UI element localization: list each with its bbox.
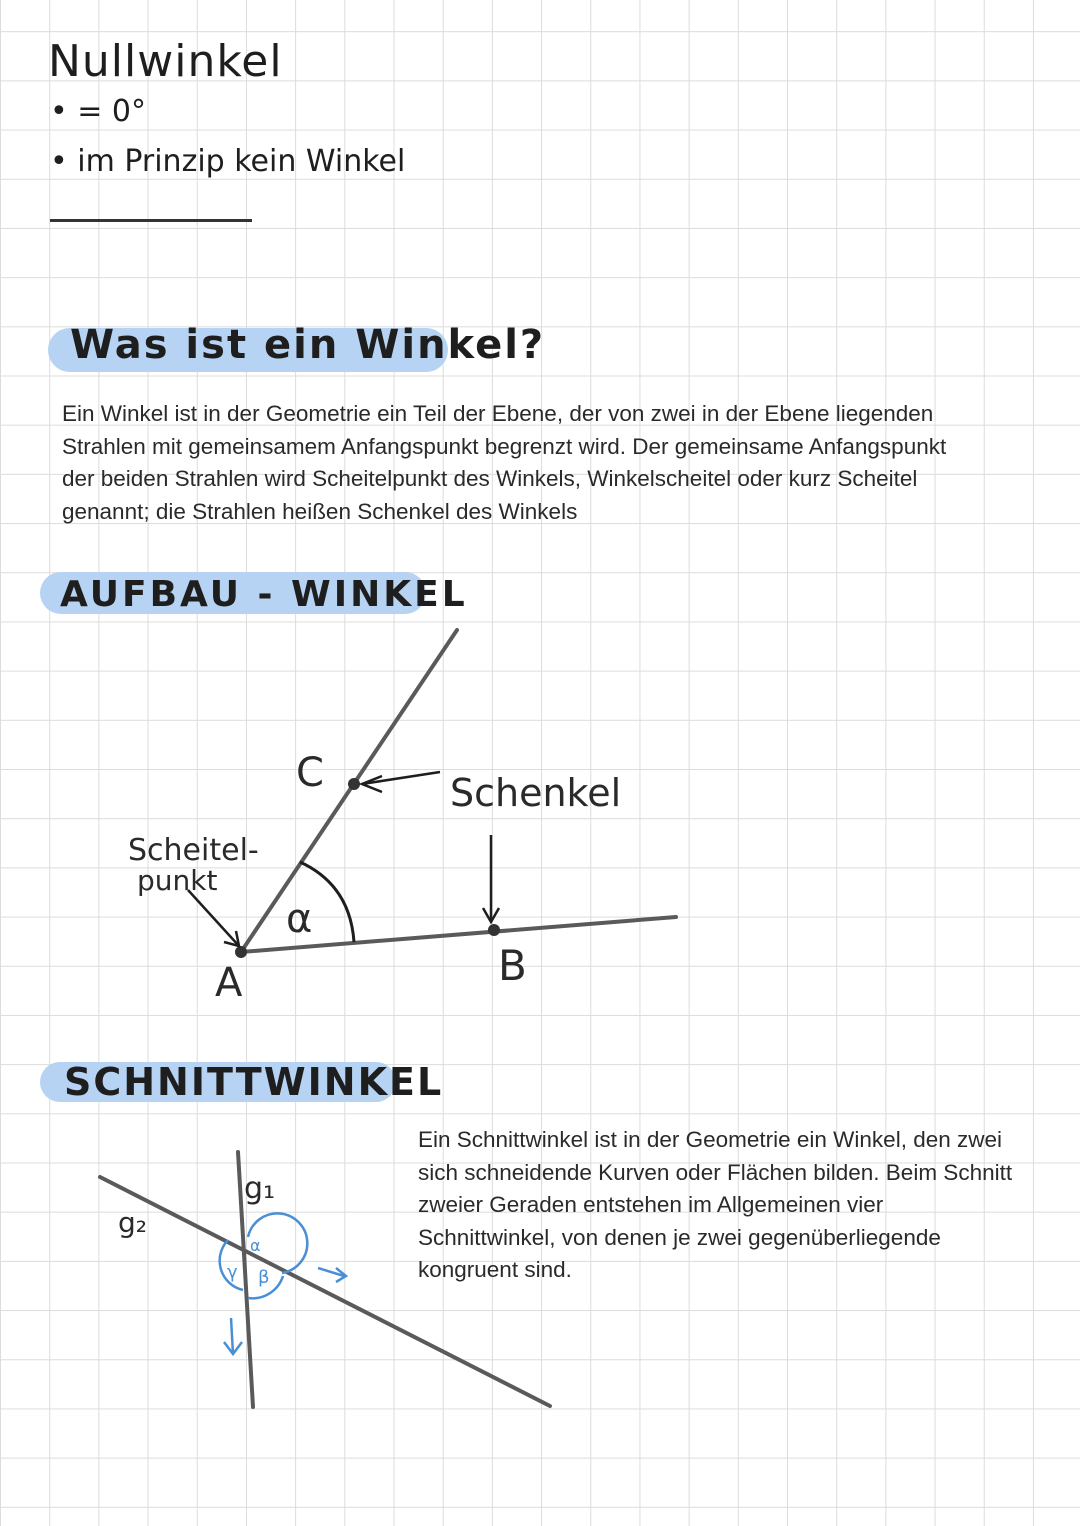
definition-line: Strahlen mit gemeinsamem Anfangspunkt begrenzt wird. Der gemeinsame Anfangspunkt bbox=[62, 433, 947, 459]
schnittwinkel-heading: SCHNITTWINKEL bbox=[64, 1060, 444, 1104]
schnittwinkel-diagram bbox=[100, 1152, 550, 1407]
definition-line: der beiden Strahlen wird Scheitelpunkt des Winkels, Winkelscheitel oder kurz Scheitel bbox=[62, 466, 918, 491]
label-b: B bbox=[498, 941, 527, 990]
nullwinkel-bullet-2-text: im Prinzip kein Winkel bbox=[77, 144, 406, 179]
aufbau-heading: AUFBAU - WINKEL bbox=[60, 574, 468, 615]
label-scheitel: Scheitel- bbox=[128, 833, 259, 868]
aufbau-diagram bbox=[128, 630, 676, 1006]
label-alpha-small: α bbox=[250, 1236, 261, 1255]
schnittwinkel-line: Schnittwinkel, von denen je zwei gegenüberliegende bbox=[418, 1224, 941, 1250]
schnittwinkel-line: kongruent sind. bbox=[418, 1257, 572, 1282]
nullwinkel-bullet-2: • im Prinzip kein Winkel bbox=[50, 144, 406, 179]
point-a bbox=[235, 946, 247, 958]
point-c bbox=[348, 778, 360, 790]
scheitel-arrow-line bbox=[188, 890, 239, 946]
label-gamma: γ bbox=[227, 1262, 238, 1283]
label-c: C bbox=[296, 750, 324, 796]
definition-line: Ein Winkel ist in der Geometrie ein Teil der Ebene, der von zwei in der Ebene liegenden bbox=[62, 401, 934, 426]
point-b bbox=[488, 924, 500, 936]
was-ist-heading: Was ist ein Winkel? bbox=[70, 322, 546, 368]
schenkel-arrow-head bbox=[362, 776, 382, 792]
schnittwinkel-line: zweier Geraden entstehen im Allgemeinen vier bbox=[418, 1192, 884, 1217]
nullwinkel-bullet-1-text: = 0° bbox=[77, 94, 146, 129]
nullwinkel-title: Nullwinkel bbox=[48, 36, 283, 87]
label-a: A bbox=[215, 960, 243, 1006]
schenkel-ray-ac bbox=[241, 630, 457, 952]
schnittwinkel-line: Ein Schnittwinkel ist in der Geometrie ein Winkel, den zwei bbox=[418, 1127, 1003, 1152]
label-g2: g₂ bbox=[118, 1206, 147, 1239]
nullwinkel-bullet-1: • = 0° bbox=[50, 94, 146, 129]
schnittwinkel-line: sich schneidende Kurven oder Flächen bilden. Beim Schnitt bbox=[418, 1159, 1013, 1185]
label-beta: β bbox=[258, 1267, 270, 1288]
line-g2 bbox=[100, 1177, 550, 1406]
label-g1: g₁ bbox=[244, 1171, 276, 1206]
label-schenkel: Schenkel bbox=[450, 771, 622, 815]
definition-line: genannt; die Strahlen heißen Schenkel des Winkels bbox=[62, 498, 578, 524]
label-alpha: α bbox=[286, 896, 313, 942]
direction-arrow-down bbox=[231, 1318, 233, 1354]
label-punkt: punkt bbox=[137, 864, 218, 897]
